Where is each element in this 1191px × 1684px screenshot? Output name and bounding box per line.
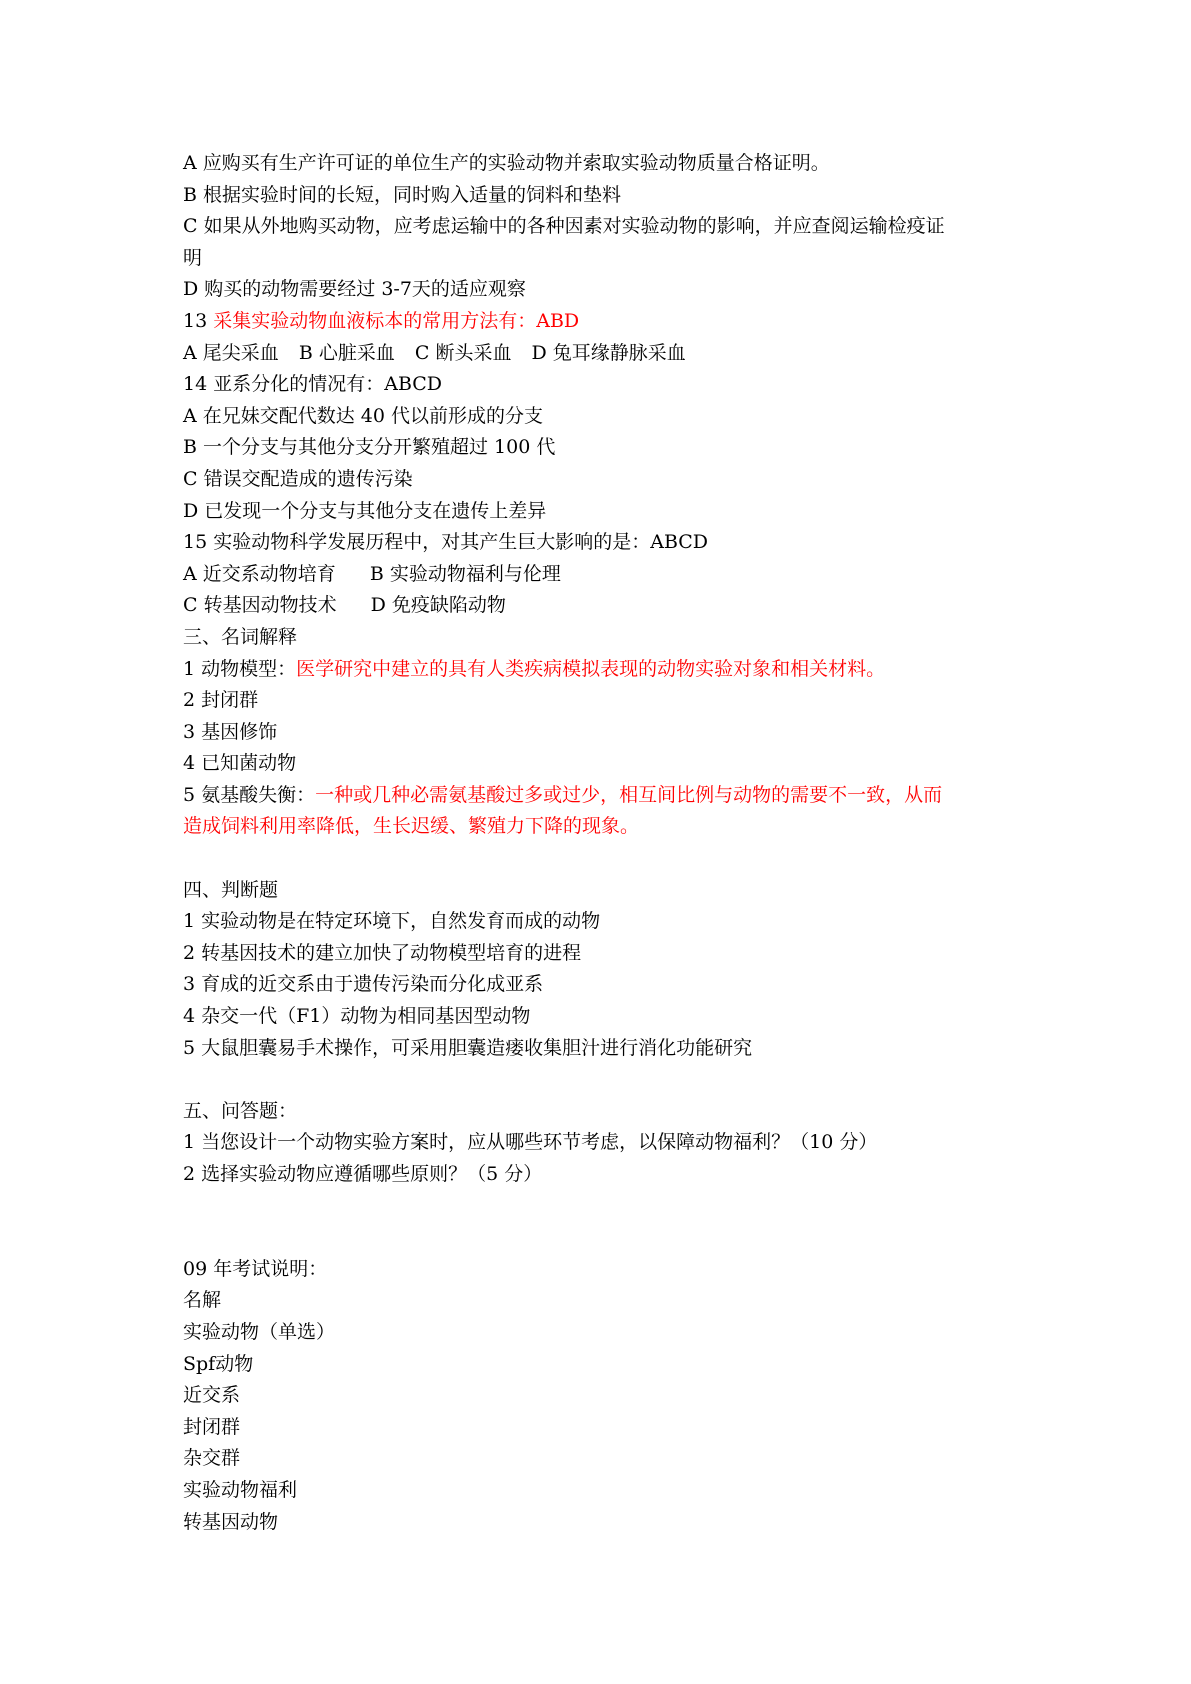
exam-notes-item: 名解: [183, 1289, 222, 1312]
q13-option-d: D 兔耳缘静脉采血: [531, 341, 686, 364]
section4-item: 5 大鼠胆囊易手术操作，可采用胆囊造瘘收集胆汁进行消化功能研究: [183, 1036, 753, 1059]
blank-line: [183, 1222, 1043, 1254]
document-page: [183, 148, 1043, 1538]
section4-item: 3 育成的近交系由于遗传污染而分化成亚系: [183, 973, 544, 996]
q15-option-d: D 免疫缺陷动物: [370, 594, 506, 617]
section3-item-1-label: 1 动物模型：: [183, 657, 297, 680]
q15-option-c: C 转基因动物技术: [183, 594, 337, 617]
q14-question: 14 亚系分化的情况有：ABCD: [183, 373, 443, 396]
q13-options: [183, 338, 1043, 370]
section3-item-5-answer: 一种或几种必需氨基酸过多或过少，相互间比例与动物的需要不一致，从而: [315, 783, 943, 806]
q14-option-d: D 已发现一个分支与其他分支在遗传上差异: [183, 499, 547, 522]
q12-option-b: B 根据实验时间的长短，同时购入适量的饲料和垫料: [183, 183, 622, 206]
section4-item: 2 转基因技术的建立加快了动物模型培育的进程: [183, 941, 582, 964]
exam-notes-item: 转基因动物: [183, 1510, 279, 1533]
section3-item-5-answer-continued: 造成饲料利用率降低，生长迟缓、繁殖力下降的现象。: [183, 815, 640, 838]
q15-option-a: A 近交系动物培育: [183, 562, 336, 585]
section3-item-2: 2 封闭群: [183, 689, 259, 712]
q14-option-c: C 错误交配造成的遗传污染: [183, 467, 413, 490]
section4-item: 4 杂交一代（F1）动物为相同基因型动物: [183, 1005, 531, 1028]
section3-title: 三、名词解释: [183, 625, 298, 648]
section3-item-5-label: 5 氨基酸失衡：: [183, 783, 316, 806]
q13-option-a: A 尾尖采血: [183, 341, 279, 364]
exam-notes-item: 实验动物福利: [183, 1478, 298, 1501]
q12-option-c: C 如果从外地购买动物，应考虑运输中的各种因素对实验动物的影响，并应查阅运输检疫证: [183, 215, 945, 238]
q14-option-b: B 一个分支与其他分支分开繁殖超过 100 代: [183, 436, 556, 459]
exam-notes-item: 实验动物（单选）: [183, 1320, 336, 1343]
q15-option-b: B 实验动物福利与伦理: [369, 562, 561, 585]
section5-item: 1 当您设计一个动物实验方案时，应从哪些环节考虑，以保障动物福利？（10 分）: [183, 1131, 878, 1154]
q13-question-text: 采集实验动物血液标本的常用方法有：ABD: [213, 309, 580, 332]
q13-number: 13: [183, 309, 208, 332]
q15-options-row2: [183, 590, 1043, 622]
q12-option-a: A 应购买有生产许可证的单位生产的实验动物并索取实验动物质量合格证明。: [183, 152, 830, 174]
section3-item-5: [183, 780, 1043, 812]
exam-notes-item: 杂交群: [183, 1447, 241, 1470]
section4-title: 四、判断题: [183, 878, 279, 901]
q12-option-d: D 购买的动物需要经过 3-7天的适应观察: [183, 278, 526, 301]
section5-item: 2 选择实验动物应遵循哪些原则？（5 分）: [183, 1163, 543, 1185]
q14-option-a: A 在兄妹交配代数达 40 代以前形成的分支: [183, 404, 544, 427]
q13-option-c: C 断头采血: [414, 341, 512, 364]
section5-title: 五、问答题：: [183, 1099, 298, 1122]
section3-item-4: 4 已知菌动物: [183, 752, 297, 775]
exam-notes-item: 近交系: [183, 1384, 241, 1407]
blank-line: [183, 1191, 1043, 1223]
q15-options-row1: [183, 559, 1043, 591]
blank-line: [183, 843, 1043, 875]
q12-option-c-continued: 明: [183, 246, 203, 269]
section3-item-1-answer: 医学研究中建立的具有人类疾病模拟表现的动物实验对象和相关材料。: [296, 657, 886, 680]
section3-item-1: [183, 654, 1043, 686]
q13-question-line: [183, 306, 1043, 338]
blank-line: [183, 1064, 1043, 1096]
section3-item-3: 3 基因修饰: [183, 720, 278, 743]
q13-option-b: B 心脏采血: [298, 341, 395, 364]
exam-notes-title: 09 年考试说明：: [183, 1257, 328, 1280]
exam-notes-item: 封闭群: [183, 1415, 241, 1438]
section4-item: 1 实验动物是在特定环境下，自然发育而成的动物: [183, 910, 601, 933]
exam-notes-item: Spf动物: [183, 1352, 254, 1375]
q15-question: 15 实验动物科学发展历程中，对其产生巨大影响的是：ABCD: [183, 531, 709, 554]
